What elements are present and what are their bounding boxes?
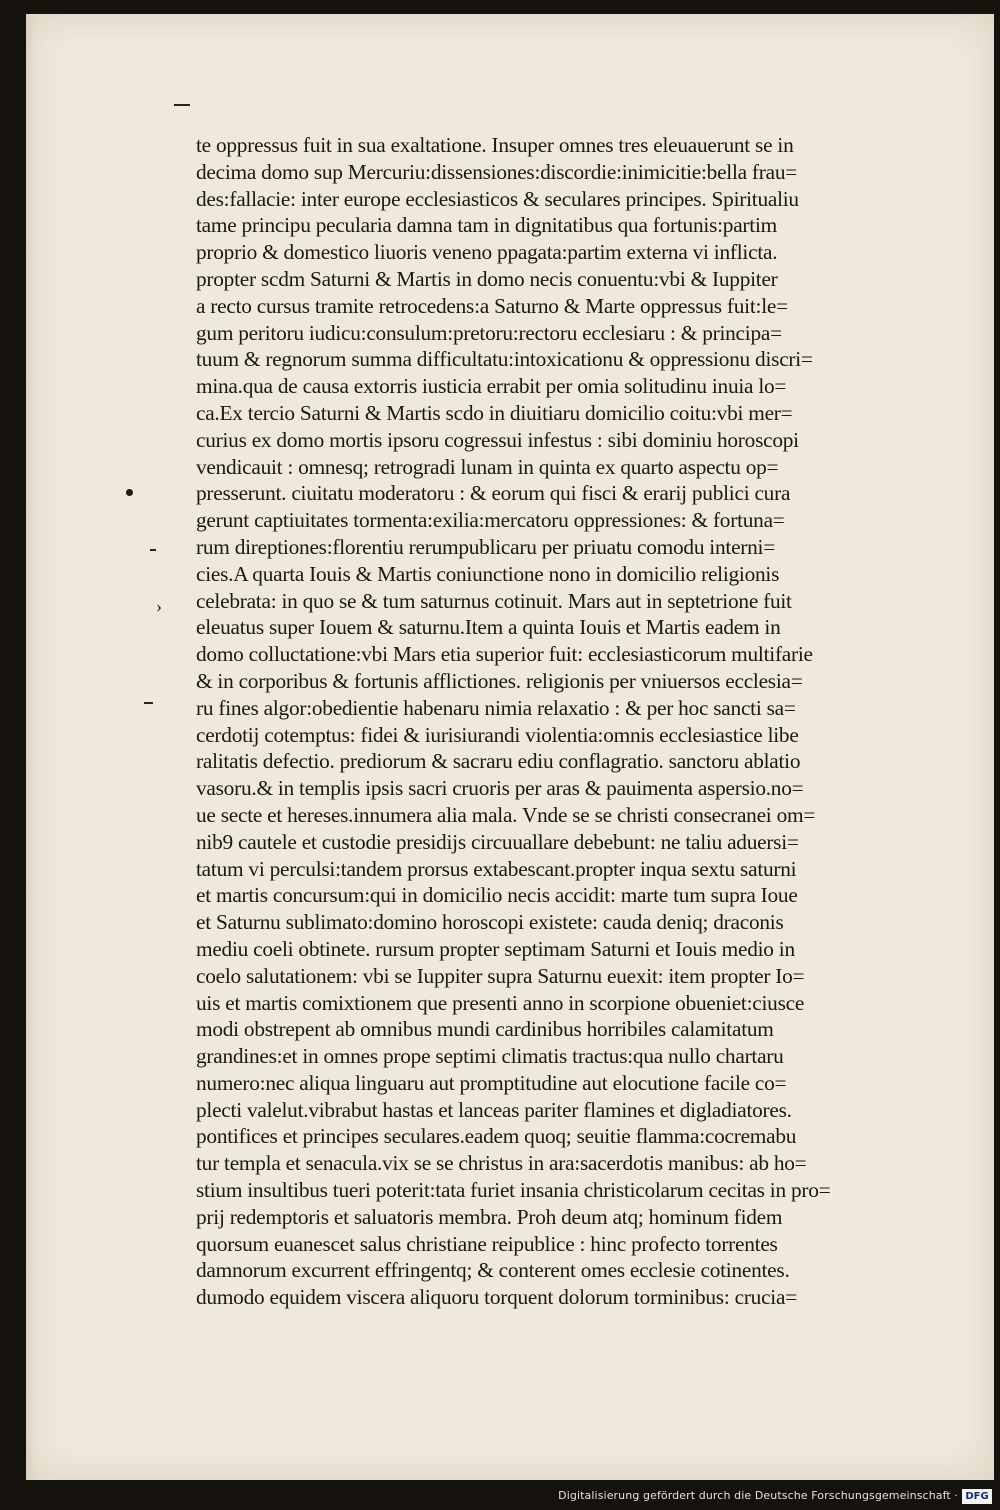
margin-dash-lower (144, 702, 153, 704)
text-line: tame principu pecularia damna tam in dignitatibus qua fortunis:partim (196, 213, 777, 238)
text-line: ralitatis defectio. prediorum & sacraru ediu conflagratio. sanctoru ablatio (196, 749, 801, 774)
margin-dash-top (174, 104, 190, 106)
margin-bracket-mark: › (156, 596, 162, 616)
text-line: gum peritoru iudicu:consulum:pretoru:rectoru ecclesiaru : & principa= (196, 320, 782, 345)
text-line: & in corporibus & fortunis afflictiones. religionis per vniuersos ecclesia= (196, 668, 803, 693)
text-line: decima domo sup Mercuriu:dissensiones:discordie:inimicitie:bella frau= (196, 159, 798, 184)
text-line: prij redemptoris et saluatoris membra. Proh deum atq; hominum fidem (196, 1204, 783, 1229)
margin-dot (126, 489, 133, 496)
text-line: tuum & regnorum summa difficultatu:intoxicationu & oppressionu discri= (196, 347, 813, 372)
text-line: coelo salutationem: vbi se Iuppiter supra Saturnu euexit: item propter Io= (196, 963, 805, 988)
book-page (26, 14, 994, 1480)
text-line: nib9 cautele et custodie presidijs circuuallare debebunt: ne taliu aduersi= (196, 829, 799, 854)
text-line: vendicauit : omnesq; retrogradi lunam in quinta ex quarto aspectu op= (196, 454, 779, 479)
text-line: propter scdm Saturni & Martis in domo necis conuentu:vbi & Iuppiter (196, 266, 778, 291)
text-line: vasoru.& in templis ipsis sacri cruoris per aras & pauimenta aspersio.no= (196, 776, 804, 801)
text-line: plecti valelut.vibrabut hastas et lanceas pariter flamines et digladiatores. (196, 1097, 792, 1122)
text-line: te oppressus fuit in sua exaltatione. Insuper omnes tres eleuauerunt se in (196, 133, 794, 157)
text-line: gerunt captiuitates tormenta:exilia:mercatoru oppressiones: & fortuna= (196, 508, 785, 533)
page-gutter-shadow (26, 14, 34, 1480)
text-line: rum direptiones:florentiu rerumpublicaru per priuatu comodu interni= (196, 534, 776, 559)
text-line: proprio & domestico liuoris veneno ppagata:partim externa vi inflicta. (196, 240, 778, 265)
text-line: grandines:et in omnes prope septimi climatis tractus:qua nullo chartaru (196, 1044, 784, 1069)
text-line: tatum vi perculsi:tandem prorsus extabescant.propter inqua sextu saturni (196, 856, 797, 881)
text-line: et martis concursum:qui in domicilio necis accidit: marte tum supra Ioue (196, 883, 798, 908)
text-line: ca.Ex tercio Saturni & Martis scdo in diuitiaru domicilio coitu:vbi mer= (196, 400, 793, 425)
text-line: numero:nec aliqua linguaru aut promptitudine aut elocutione facile co= (196, 1070, 787, 1095)
text-line: des:fallacie: inter europe ecclesiasticos & seculares principes. Spiritualiu (196, 186, 799, 211)
digitization-footer (0, 1480, 1000, 1510)
text-line: ru fines algor:obedientie habenaru nimia relaxatio : & per hoc sancti sa= (196, 695, 796, 720)
text-line: et Saturnu sublimato:domino horoscopi existete: cauda deniq; draconis (196, 910, 784, 935)
text-line: presserunt. ciuitatu moderatoru : & eorum qui fisci & erarij publici cura (196, 481, 791, 506)
text-line: cerdotij cotemptus: fidei & iurisiurandi violentia:omnis ecclesiastice libe (196, 722, 799, 747)
text-line: a recto cursus tramite retrocedens:a Saturno & Marte oppressus fuit:le= (196, 293, 788, 318)
text-line: pontifices et principes seculares.eadem quoq; seuitie flamma:cocremabu (196, 1124, 797, 1149)
funding-credit: Digitalisierung gefördert durch die Deutsche Forschungsgemeinschaft · (558, 1489, 958, 1502)
text-line: modi obstrepent ab omnibus mundi cardinibus horribiles calamitatum (196, 1017, 774, 1042)
text-line: stium insultibus tueri poterit:tata furiet insania christicolarum cecitas in pro= (196, 1178, 831, 1203)
text-line: mediu coeli obtinete. rursum propter septimam Saturni et Iouis medio in (196, 936, 795, 961)
text-line: quorsum euanescet salus christiane reipublice : hinc profecto torrentes (196, 1231, 778, 1256)
margin-dash (150, 549, 156, 551)
incunabula-text-block (196, 132, 936, 1311)
text-line: mina.qua de causa extorris iusticia errabit per omia solitudinu inuia lo= (196, 374, 787, 399)
text-line: damnorum excurrent effringentq; & conterent omes ecclesie cotinentes. (196, 1258, 790, 1283)
dfg-logo: DFG (962, 1489, 992, 1504)
text-line: celebrata: in quo se & tum saturnus cotinuit. Mars aut in septetrione fuit (196, 588, 792, 613)
text-line: eleuatus super Iouem & saturnu.Item a quinta Iouis et Martis eadem in (196, 615, 781, 640)
text-line: curius ex domo mortis ipsoru cogressui infestus : sibi dominiu horoscopi (196, 427, 799, 452)
text-line: ue secte et hereses.innumera alia mala. Vnde se se christi consecranei om= (196, 802, 816, 827)
text-line: cies.A quarta Iouis & Martis coniunctione nono in domicilio religionis (196, 561, 780, 586)
text-line: tur templa et senacula.vix se se christus in ara:sacerdotis manibus: ab ho= (196, 1151, 807, 1176)
text-line: dumodo equidem viscera aliquoru torquent dolorum torminibus: crucia= (196, 1285, 797, 1310)
text-line: domo colluctatione:vbi Mars etia superior fuit: ecclesiasticorum multifarie (196, 642, 813, 667)
text-line: uis et martis comixtionem que presenti anno in scorpione obueniet:ciusce (196, 990, 805, 1015)
